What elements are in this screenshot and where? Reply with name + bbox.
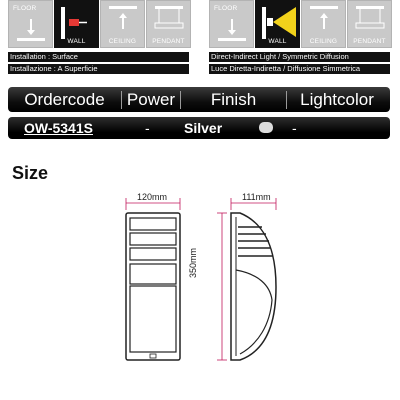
- height-label: 350mm: [188, 247, 198, 278]
- ceiling-label: CEILING: [309, 38, 338, 45]
- height-dimension: [217, 213, 227, 360]
- wall-label: WALL: [67, 38, 86, 45]
- finish-value: Silver: [184, 120, 223, 136]
- ordercode-header: Ordercode: [24, 89, 105, 109]
- power-value: -: [145, 120, 150, 136]
- light-text-it: Luce Diretta-Indiretta / Diffusione Simmetrica: [209, 64, 390, 74]
- power-header: Power: [126, 89, 176, 109]
- front-view: [126, 213, 180, 360]
- lightcolor-header: Lightcolor: [300, 89, 374, 109]
- floor-label: FLOOR: [214, 5, 238, 12]
- side-view: [231, 213, 276, 360]
- width-label: 120mm: [137, 192, 168, 202]
- installation-text-it: Installazione : A Superficie: [8, 64, 189, 74]
- installation-text-en: Installation : Surface: [8, 52, 189, 62]
- depth-label: 111mm: [242, 192, 271, 202]
- pendant-label: PENDANT: [152, 38, 185, 45]
- pendant-label: PENDANT: [353, 38, 386, 45]
- light-text-en: Direct-Indirect Light / Symmetric Diffusion: [209, 52, 390, 62]
- wall-label: WALL: [268, 38, 287, 45]
- floor-label: FLOOR: [13, 5, 37, 12]
- size-heading: Size: [12, 163, 49, 183]
- finish-header: Finish: [210, 89, 257, 109]
- lightcolor-value: -: [292, 120, 297, 136]
- ordercode-value: OW-5341S: [24, 120, 93, 136]
- ceiling-label: CEILING: [108, 38, 137, 45]
